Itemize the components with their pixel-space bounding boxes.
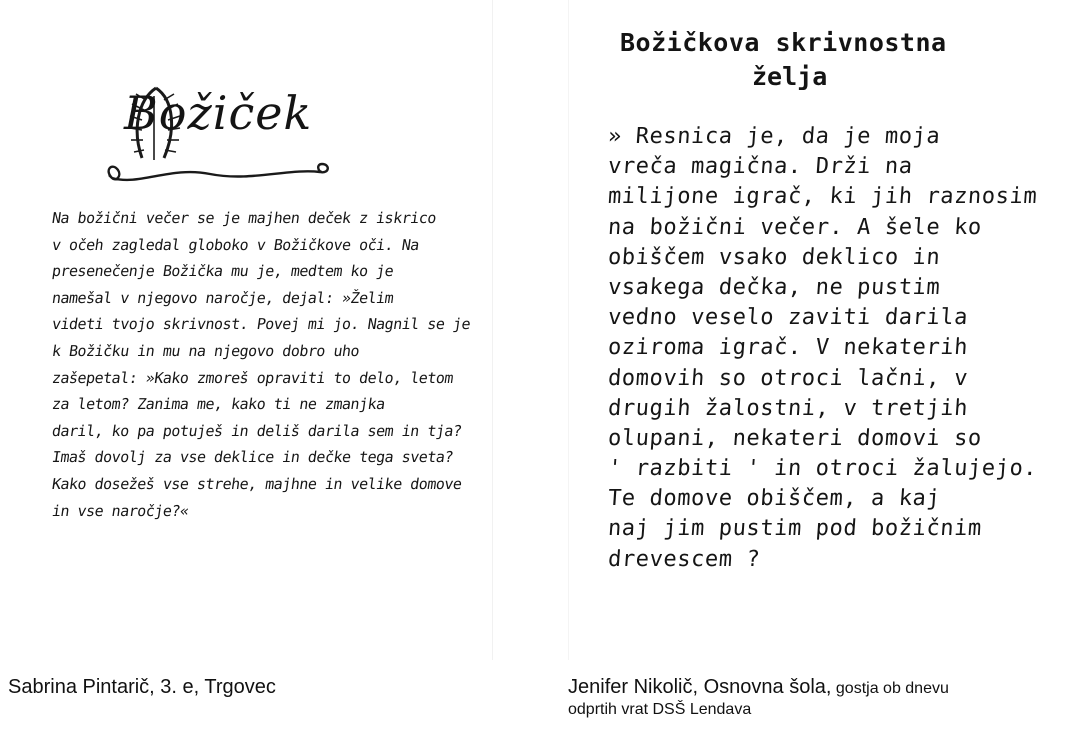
left-letter-line: k Božičku in mu na njegovo dobro uho: [50, 341, 361, 360]
right-letter-line: naj jim pustim pod božičnim: [607, 516, 983, 542]
right-letter-line: vreča magična. Drži na: [607, 154, 914, 180]
swirl-underline-icon: [100, 160, 335, 190]
left-letter-title-block: [100, 80, 335, 192]
left-letter-line: presenečenje Božička mu je, medtem ko je: [50, 262, 395, 281]
left-letter-line: Na božični večer se je majhen deček z iskrico: [50, 209, 438, 227]
right-letter-line: vedno veselo zaviti darila: [607, 305, 969, 331]
left-letter-title: Božiček: [124, 86, 313, 140]
left-author-caption: Sabrina Pintarič, 3. e, Trgovec: [8, 676, 276, 698]
right-letter-line: olupani, nekateri domovi so: [607, 425, 983, 451]
right-letter-line: drevescem ?: [607, 546, 762, 572]
left-letter-line: in vse naročje?«: [50, 501, 190, 520]
right-letter-line: domovih so otroci lačni, v: [607, 365, 969, 391]
left-letter-body: [50, 205, 472, 524]
right-letter-line: drugih žalostni, v tretjih: [607, 395, 969, 421]
right-author-caption: [568, 676, 1058, 719]
left-letter-line: zašepetal: »Kako zmoreš opraviti to delo, letom: [50, 368, 455, 387]
right-letter-line: vsakega dečka, ne pustim: [607, 274, 942, 300]
right-letter-title: Božičkova skrivnostna: [620, 28, 947, 57]
right-letter-line: oziroma igrač. V nekaterih: [607, 335, 969, 361]
right-letter-body: [608, 122, 1058, 575]
right-letter-line: ' razbiti ' in otroci žalujejo.: [607, 456, 1039, 482]
left-letter-line: videti tvojo skrivnost. Povej mi jo. Nagnil se je: [50, 315, 472, 334]
left-letter-line: Imaš dovolj za vse deklice in dečke tega sveta?: [50, 448, 455, 467]
left-letter-line: namešal v njegovo naročje, dejal: »Želim: [50, 288, 395, 307]
left-letter-line: v očeh zagledal globoko v Božičkove oči. Na: [50, 235, 421, 254]
left-letter-line: daril, ko pa potuješ in deliš darila sem in tja?: [50, 421, 463, 440]
right-author-note-line2: odprtih vrat DSŠ Lendava: [568, 701, 752, 718]
left-letter-line: za letom? Zanima me, kako ti ne zmanjka: [50, 395, 387, 414]
left-letter-line: Kako dosežeš vse strehe, majhne in velike domove: [50, 474, 463, 493]
right-letter-line: na božični večer. A šele ko: [607, 214, 983, 240]
right-letter-line: obiščem vsako deklico in: [607, 244, 942, 270]
right-letter-line: » Resnica je, da je moja: [607, 124, 942, 149]
right-letter-title-line2: želja: [752, 62, 828, 91]
right-author-note: gostja ob dnevu: [831, 680, 949, 697]
right-letter-line: milijone igrač, ki jih raznosim: [607, 184, 1039, 210]
right-author-name: Jenifer Nikolič, Osnovna šola,: [568, 676, 832, 698]
right-letter-line: Te domove obiščem, a kaj: [607, 486, 942, 512]
